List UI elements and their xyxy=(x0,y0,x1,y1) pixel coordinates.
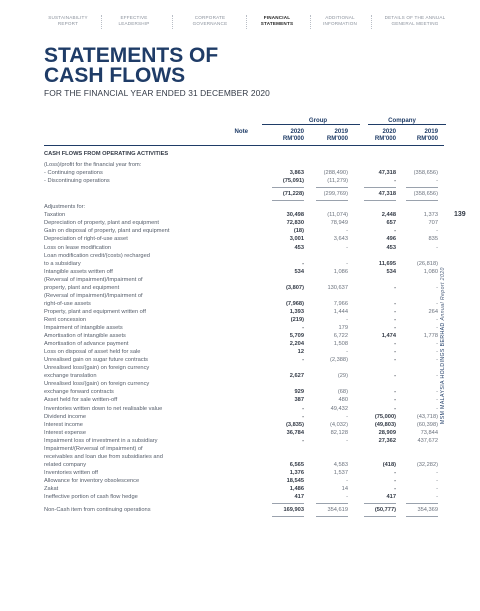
row-value: 6,565 xyxy=(289,461,304,468)
nav-additional-information[interactable]: ADDITIONAL INFORMATION xyxy=(322,15,357,26)
row-value: 82,128 xyxy=(330,429,348,436)
row-value: - xyxy=(436,373,438,380)
row-value: (75,000) xyxy=(374,413,396,420)
row-value: (18) xyxy=(293,228,304,235)
table-row xyxy=(44,453,444,461)
table-row xyxy=(44,405,444,413)
row-value: 2,204 xyxy=(289,341,304,348)
row-value: - xyxy=(436,341,438,348)
subtotal-rule xyxy=(364,200,396,201)
table-row xyxy=(44,316,444,324)
row-label: Amortisation of advance payment xyxy=(44,341,129,348)
row-value: 387 xyxy=(294,397,304,404)
row-value: 49,432 xyxy=(330,405,348,412)
row-value: - xyxy=(302,357,304,364)
col-header-company-2019: 2019 RM'000 xyxy=(416,128,438,142)
subtotal-rule xyxy=(364,503,396,504)
table-row xyxy=(44,437,444,445)
row-value: - xyxy=(436,405,438,412)
row-value: (68) xyxy=(337,389,348,396)
row-value: (219) xyxy=(290,316,304,323)
page-number: 139 xyxy=(454,211,466,218)
row-value: - xyxy=(436,357,438,364)
row-label: exchange forward contracts xyxy=(44,389,114,396)
row-label: Interest income xyxy=(44,421,83,428)
row-value: (60,398) xyxy=(416,421,438,428)
row-value: - xyxy=(436,469,438,476)
row-label: Adjustments for: xyxy=(44,204,86,211)
row-value: 7,966 xyxy=(333,300,348,307)
subtotal-rule xyxy=(316,516,348,517)
subtotal-rule xyxy=(272,187,304,188)
row-value: 3,001 xyxy=(289,236,304,243)
table-row xyxy=(44,190,444,198)
col-header-company-2020: 2020 RM'000 xyxy=(374,128,396,142)
row-value: 47,318 xyxy=(378,191,396,198)
row-value: - xyxy=(346,244,348,251)
group-header: Group xyxy=(308,117,328,124)
row-value: 18,545 xyxy=(286,477,304,484)
table-row xyxy=(44,177,444,185)
table-row xyxy=(44,260,444,268)
row-label: Rent concession xyxy=(44,316,87,323)
row-value: - xyxy=(436,325,438,331)
row-value: 480 xyxy=(338,397,348,404)
row-value: 264 xyxy=(428,308,438,315)
subtotal-rule xyxy=(316,187,348,188)
row-value: (2,388) xyxy=(329,357,348,364)
row-value: - xyxy=(436,284,438,291)
row-value: - xyxy=(394,405,396,412)
row-value: - xyxy=(394,308,396,315)
row-label: Inventories written off xyxy=(44,469,98,476)
row-value: - xyxy=(302,437,304,444)
row-value: 73,844 xyxy=(420,429,438,436)
row-value: - xyxy=(436,494,438,501)
row-value: (32,282) xyxy=(416,461,438,468)
row-value: (299,769) xyxy=(323,191,348,198)
row-value: (43,718) xyxy=(416,413,438,420)
row-label: Gain on disposal of property, plant and equipment xyxy=(44,228,170,235)
table-row xyxy=(44,445,444,453)
row-label: Asset held for sale written-off xyxy=(44,397,118,404)
top-navigation xyxy=(0,15,480,37)
row-value: 534 xyxy=(386,268,396,275)
row-value: 835 xyxy=(428,236,438,243)
row-value: - xyxy=(436,244,438,251)
row-value: - xyxy=(394,349,396,356)
row-value: - xyxy=(436,316,438,323)
page-subtitle: FOR THE FINANCIAL YEAR ENDED 31 DECEMBER 2020 xyxy=(44,88,270,98)
row-value: - xyxy=(394,228,396,235)
subtotal-rule xyxy=(316,200,348,201)
row-label: Property, plant and equipment written off xyxy=(44,308,146,315)
table-row xyxy=(44,421,444,429)
row-value: (11,074) xyxy=(327,212,348,219)
row-value: - xyxy=(394,469,396,476)
row-label: Unrealised gain on sugar future contracts xyxy=(44,357,149,364)
table-row xyxy=(44,469,444,477)
row-value: 1,376 xyxy=(289,469,304,476)
table-row xyxy=(44,276,444,284)
table-row xyxy=(44,485,444,493)
row-value: - xyxy=(436,349,438,356)
row-value: 1,444 xyxy=(333,308,348,315)
nav-separator xyxy=(371,15,373,29)
row-label: Impairment loss of investment in a subsidiary xyxy=(44,437,158,444)
row-value: - xyxy=(394,389,396,396)
row-label: (Reversal of impairment)/Impairment of xyxy=(44,276,143,283)
row-value: (288,490) xyxy=(323,170,348,177)
row-value: (49,803) xyxy=(374,421,396,428)
row-label: Depreciation of property, plant and equipment xyxy=(44,220,159,227)
row-value: 1,373 xyxy=(423,212,438,219)
table-row xyxy=(44,332,444,340)
table-row xyxy=(44,477,444,485)
row-label: Impairment/(Reversal of impairment) of xyxy=(44,445,143,452)
nav-corporate-governance[interactable]: CORPORATE GOVERNANCE xyxy=(192,15,228,26)
table-row xyxy=(44,252,444,260)
subtotal-rule xyxy=(406,200,438,201)
row-value: - xyxy=(436,486,438,492)
row-value: 179 xyxy=(338,325,348,331)
row-value: 496 xyxy=(386,236,396,243)
table-row xyxy=(44,244,444,252)
subtotal-rule xyxy=(406,516,438,517)
row-value: 707 xyxy=(428,220,438,227)
row-label: CASH FLOWS FROM OPERATING ACTIVITIES xyxy=(44,151,169,157)
row-value: 1,537 xyxy=(333,469,348,476)
row-value: - xyxy=(302,405,304,412)
row-value: 30,498 xyxy=(286,212,304,219)
row-value: - xyxy=(346,413,348,420)
row-value: - xyxy=(394,325,396,331)
row-value: (3,835) xyxy=(285,421,304,428)
table-row xyxy=(44,396,444,404)
row-value: 28,909 xyxy=(378,429,396,436)
table-row xyxy=(44,506,444,514)
row-label: Dividend income xyxy=(44,413,87,420)
side-report-year: Annual Report 2020 xyxy=(440,267,446,321)
row-value: - xyxy=(436,389,438,396)
row-label: Allowance for inventory obsolescence xyxy=(44,477,140,484)
subtotal-rule xyxy=(272,200,304,201)
table-row xyxy=(44,268,444,276)
row-value: - xyxy=(394,486,396,492)
row-value: 437,672 xyxy=(417,437,438,444)
row-label: Unrealised loss/(gain) on foreign currency xyxy=(44,381,150,388)
side-company-name: MSM MALAYSIA HOLDINGS BERHAD xyxy=(440,322,446,424)
table-row xyxy=(44,356,444,364)
nav-sustainability-report[interactable]: SUSTAINABILITY REPORT xyxy=(48,15,88,26)
row-value: 534 xyxy=(294,268,304,275)
row-value: 2,627 xyxy=(289,373,304,380)
row-value: - xyxy=(302,413,304,420)
row-value: - xyxy=(394,341,396,348)
subtotal-rule xyxy=(406,503,438,504)
row-label: - Discontinuing operations xyxy=(44,178,110,185)
row-value: 27,362 xyxy=(378,437,396,444)
subtotal-rule xyxy=(272,516,304,517)
nav-financial-statements[interactable]: FINANCIAL STATEMENTS xyxy=(260,15,294,26)
row-label: Loss on disposal of asset held for sale xyxy=(44,349,141,356)
row-label: Loan modification credit/(costs) recharged xyxy=(44,252,150,259)
table-row xyxy=(44,169,444,177)
row-value: 1,778 xyxy=(423,333,438,340)
table-row xyxy=(44,284,444,292)
row-value: 1,486 xyxy=(289,486,304,492)
row-value: 354,369 xyxy=(417,507,438,514)
nav-separator xyxy=(246,15,248,29)
row-label: Ineffective portion of cash flow hedge xyxy=(44,494,138,501)
row-value: 4,583 xyxy=(333,461,348,468)
row-value: (71,228) xyxy=(282,191,304,198)
table-row xyxy=(44,493,444,501)
row-label: right-of-use assets xyxy=(44,300,91,307)
header-bottom-rule xyxy=(44,145,444,146)
nav-separator xyxy=(310,15,312,29)
row-label: related company xyxy=(44,461,87,468)
row-value: - xyxy=(346,228,348,235)
table-row xyxy=(44,161,444,169)
row-value: - xyxy=(436,300,438,307)
side-publication-label xyxy=(440,194,446,424)
row-value: (3,807) xyxy=(285,284,304,291)
row-label: Zakat xyxy=(44,486,59,492)
row-label: Depreciation of right-of-use asset xyxy=(44,236,128,243)
row-value: - xyxy=(394,357,396,364)
note-header: Note xyxy=(234,128,248,135)
row-value: 354,619 xyxy=(327,507,348,514)
table-row xyxy=(44,211,444,219)
row-label: Inventories written down to net realisable value xyxy=(44,405,163,412)
table-row xyxy=(44,308,444,316)
row-value: (26,818) xyxy=(416,260,438,267)
row-label: Amortisation of intangible assets xyxy=(44,333,126,340)
section-heading-row xyxy=(44,150,444,158)
group-header-rule xyxy=(262,124,360,125)
row-label: (Reversal of impairment)/Impairment of xyxy=(44,292,143,299)
subtotal-rule xyxy=(364,516,396,517)
table-row xyxy=(44,219,444,227)
row-label: receivables and loan due from subsidiaries and xyxy=(44,453,163,460)
row-value: 417 xyxy=(386,494,396,501)
row-value: (358,656) xyxy=(413,191,438,198)
table-row xyxy=(44,203,444,211)
col-header-group-2020: 2020 RM'000 xyxy=(282,128,304,142)
table-row xyxy=(44,461,444,469)
nav-annual-general-meeting[interactable]: DETAILS OF THE ANNUAL GENERAL MEETING xyxy=(384,15,446,26)
row-value: - xyxy=(436,178,438,185)
nav-separator xyxy=(172,15,174,29)
row-value: 1,508 xyxy=(333,341,348,348)
row-label: exchange translation xyxy=(44,373,97,380)
nav-effective-leadership[interactable]: EFFECTIVE LEADERSHIP xyxy=(118,15,150,26)
row-value: - xyxy=(346,349,348,356)
row-value: (4,032) xyxy=(329,421,348,428)
subtotal-rule xyxy=(272,503,304,504)
row-value: - xyxy=(394,477,396,484)
row-label: Interest expense xyxy=(44,429,87,436)
nav-separator xyxy=(101,15,103,29)
col-header-group-2019: 2019 RM'000 xyxy=(326,128,348,142)
table-row xyxy=(44,324,444,332)
row-value: - xyxy=(302,325,304,331)
company-header: Company xyxy=(388,117,416,124)
row-value: 1,086 xyxy=(333,268,348,275)
row-value: - xyxy=(394,397,396,404)
row-label: Impairment of intangible assets xyxy=(44,325,123,331)
table-row xyxy=(44,429,444,437)
table-row xyxy=(44,227,444,235)
row-value: - xyxy=(394,300,396,307)
row-value: (50,777) xyxy=(374,507,396,514)
row-label: to a subsidiary xyxy=(44,260,81,267)
row-value: 5,709 xyxy=(289,333,304,340)
row-value: - xyxy=(346,260,348,267)
row-value: 47,318 xyxy=(378,170,396,177)
row-value: - xyxy=(346,494,348,501)
row-value: 657 xyxy=(386,220,396,227)
row-label: (Loss)/profit for the financial year from: xyxy=(44,162,142,169)
row-value: (358,656) xyxy=(413,170,438,177)
company-header-rule xyxy=(368,124,446,125)
row-value: 2,448 xyxy=(381,212,396,219)
row-value: 11,695 xyxy=(378,260,396,267)
row-value: (75,091) xyxy=(282,178,304,185)
row-value: - xyxy=(436,397,438,404)
row-value: 78,949 xyxy=(330,220,348,227)
row-value: 3,643 xyxy=(333,236,348,243)
row-value: 1,080 xyxy=(423,268,438,275)
row-value: - xyxy=(346,316,348,323)
row-label: Intangible assets written off xyxy=(44,268,113,275)
table-row xyxy=(44,292,444,300)
row-value: (29) xyxy=(337,373,348,380)
row-value: - xyxy=(346,437,348,444)
subtotal-rule xyxy=(316,503,348,504)
row-value: 1,474 xyxy=(381,333,396,340)
row-label: property, plant and equipment xyxy=(44,284,120,291)
row-value: - xyxy=(394,178,396,185)
table-row xyxy=(44,388,444,396)
page-title: STATEMENTS OF CASH FLOWS xyxy=(44,44,219,87)
table-row xyxy=(44,340,444,348)
row-value: 1,393 xyxy=(289,308,304,315)
row-value: 169,903 xyxy=(283,507,304,514)
row-value: 417 xyxy=(294,494,304,501)
row-value: - xyxy=(436,477,438,484)
row-value: - xyxy=(394,316,396,323)
row-value: 72,830 xyxy=(286,220,304,227)
table-row xyxy=(44,413,444,421)
row-value: (7,968) xyxy=(285,300,304,307)
row-value: - xyxy=(394,373,396,380)
row-value: - xyxy=(394,284,396,291)
table-row xyxy=(44,372,444,380)
row-value: 453 xyxy=(294,244,304,251)
row-value: 36,784 xyxy=(286,429,304,436)
row-value: (418) xyxy=(382,461,396,468)
row-value: - xyxy=(436,228,438,235)
row-value: 929 xyxy=(294,389,304,396)
row-value: 453 xyxy=(386,244,396,251)
row-value: 130,637 xyxy=(327,284,348,291)
table-row xyxy=(44,348,444,356)
row-value: 3,863 xyxy=(289,170,304,177)
row-label: Non-Cash item from continuing operations xyxy=(44,507,151,514)
row-value: - xyxy=(302,260,304,267)
table-row xyxy=(44,380,444,388)
row-value: - xyxy=(346,477,348,484)
row-label: Taxation xyxy=(44,212,66,219)
row-label: Unrealised loss/(gain) on foreign currency xyxy=(44,365,150,372)
row-label: Loss on lease modification xyxy=(44,244,112,251)
row-value: 12 xyxy=(297,349,304,356)
table-row xyxy=(44,300,444,308)
table-row xyxy=(44,235,444,243)
row-value: 14 xyxy=(341,486,348,492)
row-label: - Continuing operations xyxy=(44,170,103,177)
row-value: 6,722 xyxy=(333,333,348,340)
subtotal-rule xyxy=(364,187,396,188)
subtotal-rule xyxy=(406,187,438,188)
row-value: (11,279) xyxy=(327,178,348,185)
table-row xyxy=(44,364,444,372)
